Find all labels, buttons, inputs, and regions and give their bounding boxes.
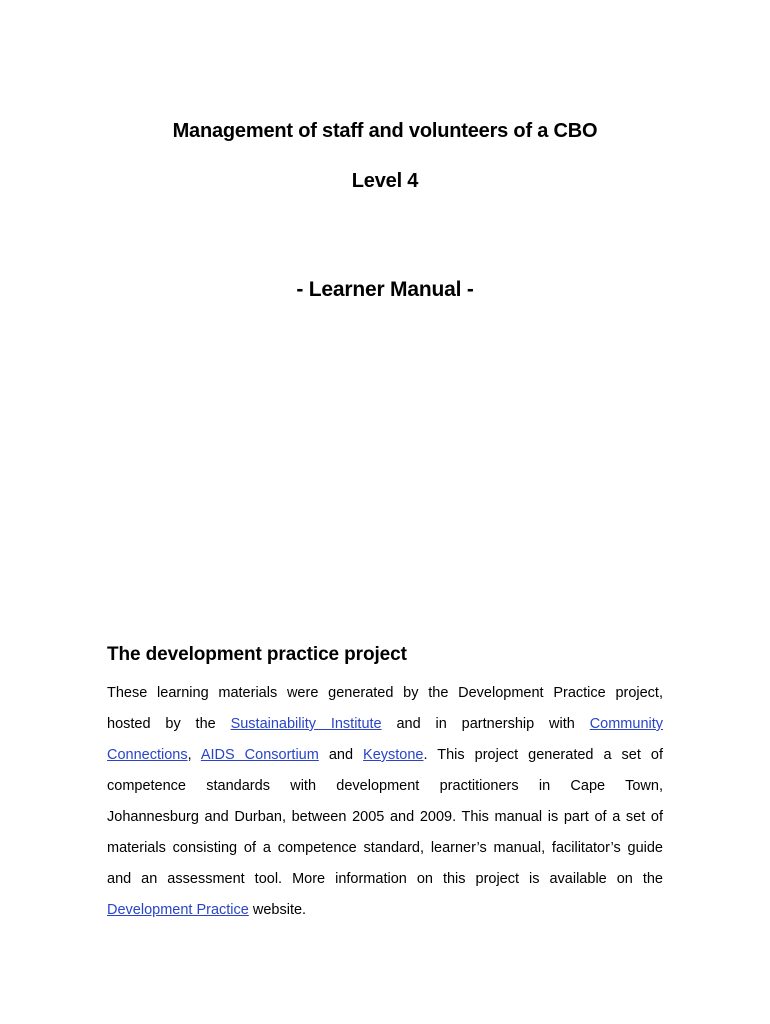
line-text: website.	[248, 902, 307, 918]
paragraph-line	[107, 716, 663, 732]
document-level: Level 4	[351, 170, 419, 192]
document-title: Management of staff and volunteers of a CBO	[172, 120, 598, 142]
line-text: and in partnership with	[396, 716, 575, 732]
paragraph-line	[107, 747, 663, 763]
paragraph-line: materials consisting of a competence standard, learner’s manual, facilitator’s guide	[107, 840, 663, 856]
paragraph-line: Johannesburg and Durban, between 2005 and 2009. This manual is part of a set of	[107, 809, 663, 825]
sustainability-institute-link[interactable]: Sustainability Institute	[230, 716, 382, 732]
aids-consortium-link[interactable]: AIDS Consortium	[200, 747, 319, 763]
line-text: ,	[187, 747, 192, 763]
paragraph-line: and an assessment tool. More information on this project is available on the	[107, 871, 663, 887]
community-connections-link-part1[interactable]: Community	[589, 716, 664, 732]
community-connections-link-part2[interactable]: Connections	[107, 747, 188, 763]
line-text: and	[328, 747, 354, 763]
document-subtitle: - Learner Manual -	[296, 278, 474, 301]
line-text: hosted by the	[107, 716, 216, 732]
paragraph-line: These learning materials were generated by the Development Practice project,	[107, 685, 663, 701]
keystone-link[interactable]: Keystone	[363, 747, 424, 763]
paragraph-line: competence standards with development practitioners in Cape Town,	[107, 778, 663, 794]
section-heading: The development practice project	[107, 644, 407, 665]
paragraph-line	[107, 902, 663, 918]
line-text: . This project generated a set of	[423, 747, 663, 763]
development-practice-link[interactable]: Development Practice	[107, 902, 249, 918]
